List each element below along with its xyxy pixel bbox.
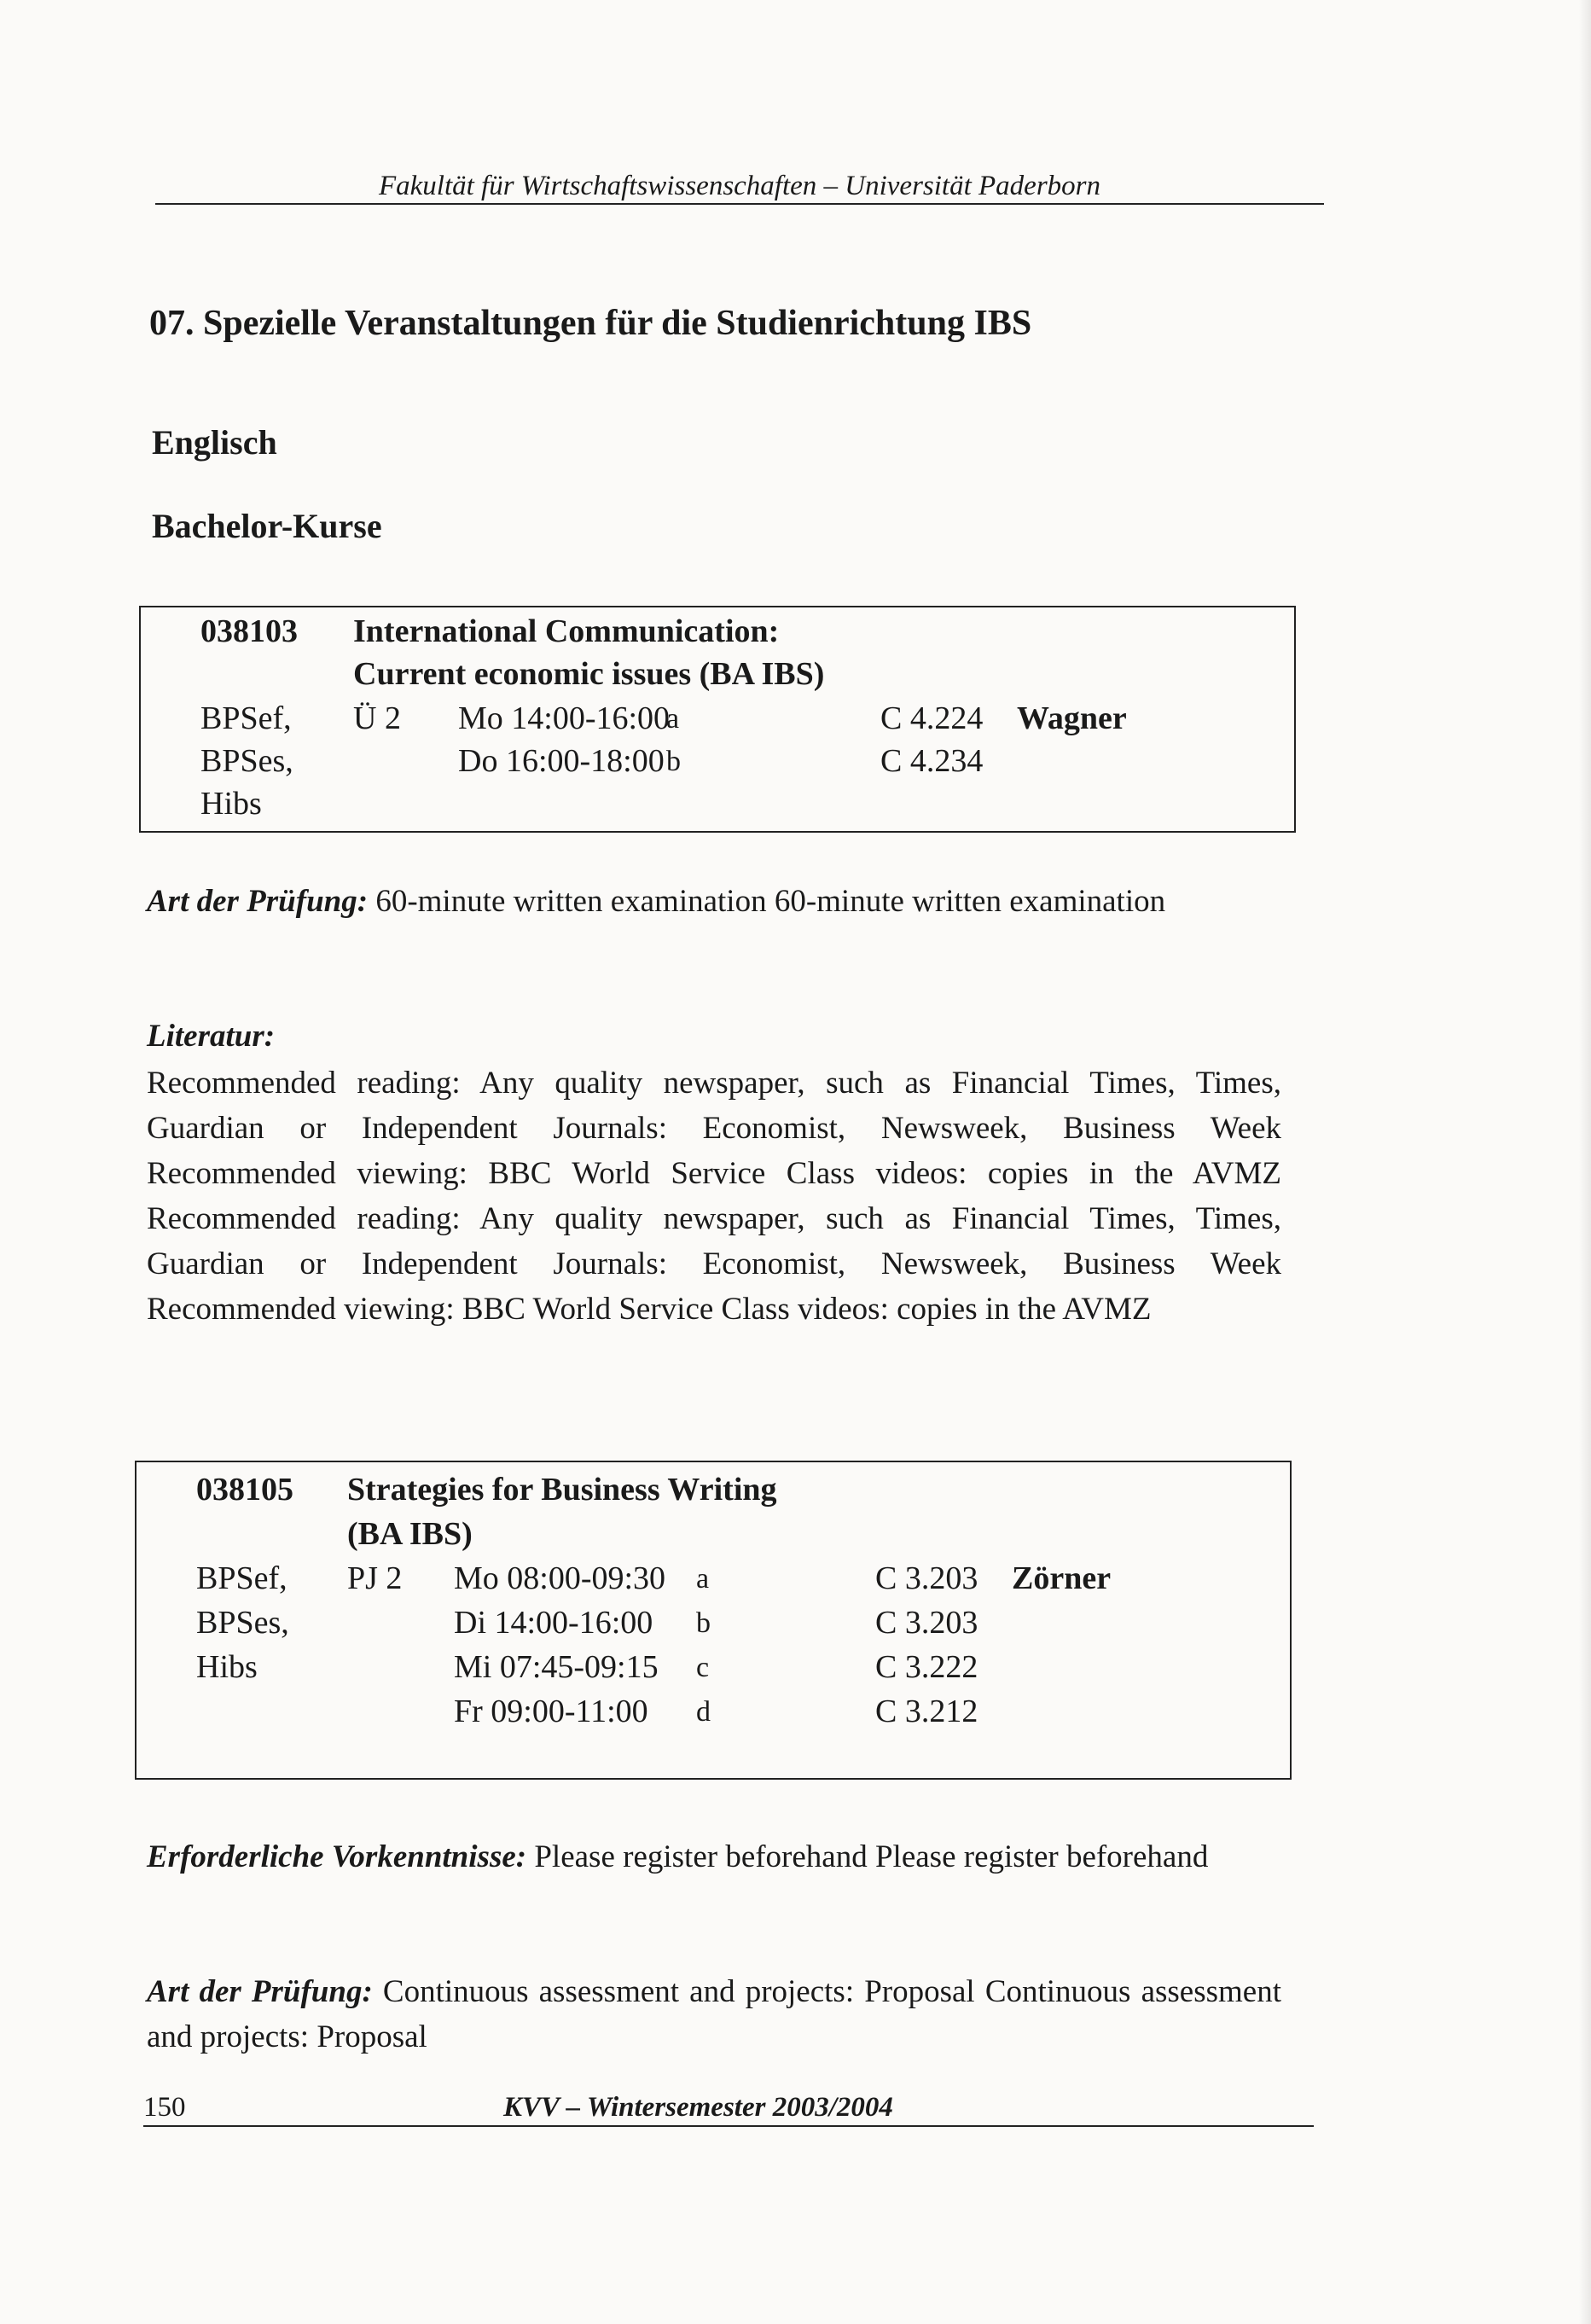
prereq-label: Erforderliche Vorkenntnisse: (147, 1839, 527, 1874)
exam-paragraph-1 (147, 879, 1281, 924)
program-code: BPSef, (200, 700, 292, 736)
session-room: C 3.222 (875, 1649, 978, 1685)
course-title-line1: Strategies for Business Writing (347, 1472, 777, 1508)
session-group: a (666, 703, 680, 735)
section-title: 07. Spezielle Veranstaltungen für die Studienrichtung IBS (149, 304, 1032, 343)
session-time: Mi 07:45-09:15 (454, 1649, 659, 1685)
course-number: 038103 (200, 613, 298, 649)
course-title-line1: International Communication: (353, 613, 780, 649)
program-code: Hibs (196, 1649, 258, 1685)
subheading-level: Bachelor-Kurse (152, 507, 382, 545)
course-box-038105 (135, 1461, 1292, 1780)
exam-text: Continuous assessment and projects: Proposal Continuous assessment and projects: Proposal (147, 1974, 1281, 2054)
literature-label: Literatur: (147, 1019, 276, 1054)
exam-text: 60-minute written examination 60-minute written examination (375, 884, 1166, 919)
program-code: BPSef, (196, 1560, 287, 1596)
course-type: Ü 2 (353, 700, 401, 736)
session-group: c (696, 1652, 710, 1683)
session-room: C 4.224 (880, 700, 984, 736)
session-time: Do 16:00-18:00 (458, 743, 665, 779)
session-room: C 3.203 (875, 1560, 978, 1596)
session-group: a (696, 1563, 710, 1595)
page-header: Fakultät für Wirtschaftswissenschaften – Universität Paderborn (378, 171, 1101, 201)
lecturer: Wagner (1017, 700, 1127, 736)
course-title-line2: (BA IBS) (347, 1516, 473, 1552)
session-time: Di 14:00-16:00 (454, 1605, 653, 1641)
scan-edge-shadow (1579, 0, 1591, 2324)
program-code: Hibs (200, 786, 262, 822)
prereq-text: Please register beforehand Please register beforehand (534, 1839, 1209, 1874)
session-group: b (696, 1607, 711, 1639)
literature-text: Recommended reading: Any quality newspaper, such as Financial Times, Times, Guardian or Independent Journals: Economist, Newsweek, Business Week Recommended viewing: BBC World Service Class videos: copies in the AVMZ Recommended reading: Any quality newspaper, such as Financial Times, Times, Guardian or Independent Journals: Economist, Newsweek, Business Week Recommended viewing: BBC World Service Class videos: copies in the AVMZ (147, 1066, 1281, 1327)
exam-label: Art der Prüfung: (147, 1974, 373, 2009)
prereq-paragraph (147, 1834, 1281, 1880)
session-time: Fr 09:00-11:00 (454, 1694, 648, 1729)
page-number: 150 (143, 2092, 186, 2123)
session-room: C 3.203 (875, 1605, 978, 1641)
exam-paragraph-2 (147, 1969, 1281, 2060)
session-time: Mo 14:00-16:00 (458, 700, 671, 736)
session-time: Mo 08:00-09:30 (454, 1560, 666, 1596)
footer-rule (143, 2125, 1314, 2127)
lecturer: Zörner (1012, 1560, 1112, 1596)
course-number: 038105 (196, 1472, 293, 1508)
course-title-line2: Current economic issues (BA IBS) (353, 656, 825, 692)
course-type: PJ 2 (347, 1560, 403, 1596)
subheading-language: Englisch (152, 423, 277, 462)
session-room: C 4.234 (880, 743, 984, 779)
program-code: BPSes, (196, 1605, 289, 1641)
page-footer: KVV – Wintersemester 2003/2004 (503, 2092, 893, 2123)
session-room: C 3.212 (875, 1694, 978, 1729)
session-group: d (696, 1696, 711, 1728)
program-code: BPSes, (200, 743, 293, 779)
exam-label: Art der Prüfung: (147, 884, 369, 919)
course-box-038103 (139, 606, 1296, 833)
session-group: b (666, 746, 681, 777)
header-rule (155, 203, 1324, 205)
